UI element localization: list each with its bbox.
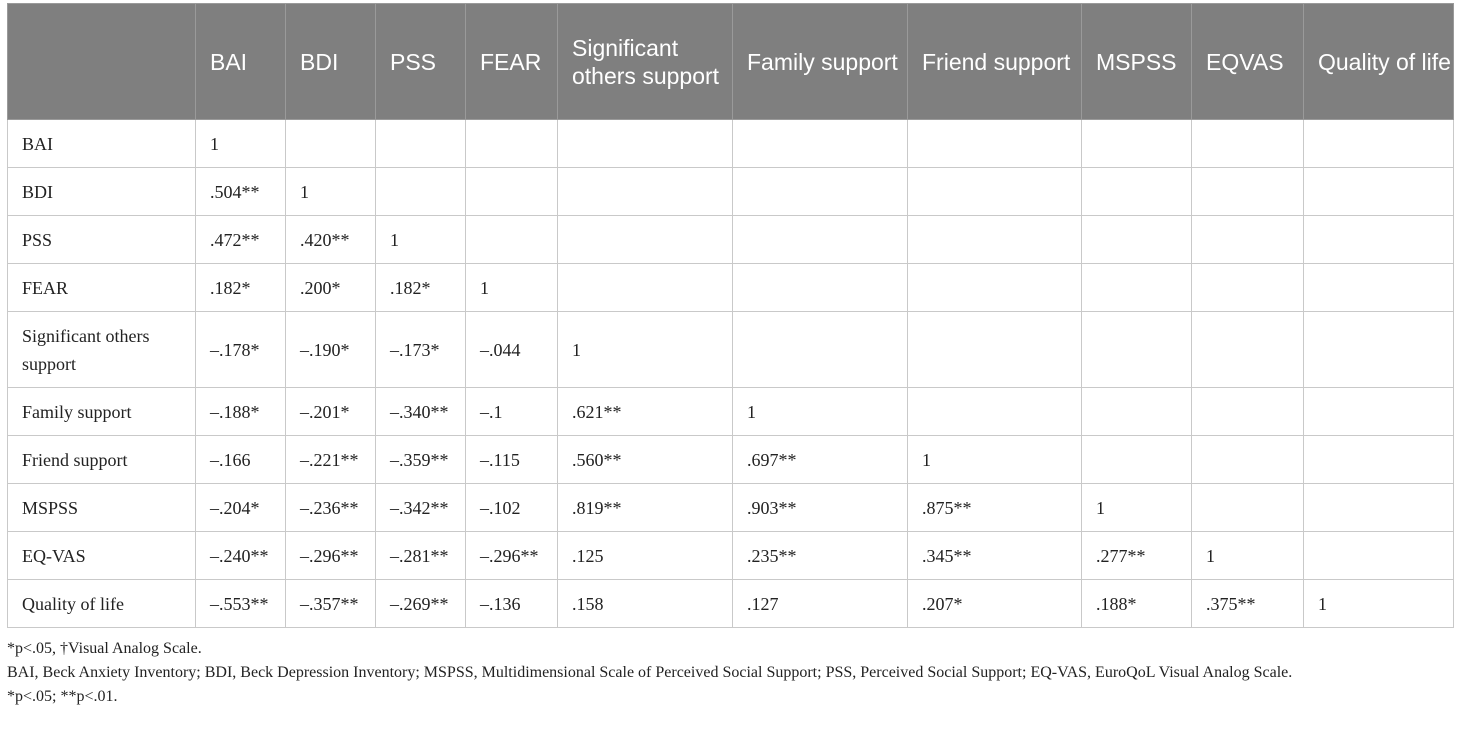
table-row — [8, 436, 1454, 484]
correlation-cell: .207* — [908, 580, 1082, 628]
correlation-cell — [1304, 264, 1454, 312]
correlation-cell: .182* — [376, 264, 466, 312]
correlation-cell — [1304, 484, 1454, 532]
correlation-cell: .621** — [558, 388, 733, 436]
correlation-cell: –.281** — [376, 532, 466, 580]
correlation-cell: .277** — [1082, 532, 1192, 580]
correlation-cell — [466, 216, 558, 264]
row-label: Quality of life — [8, 580, 196, 628]
correlation-cell — [1304, 216, 1454, 264]
correlation-cell: .345** — [908, 532, 1082, 580]
table-row — [8, 312, 1454, 388]
correlation-cell — [908, 312, 1082, 388]
header-row — [8, 4, 1454, 120]
correlation-cell — [1304, 120, 1454, 168]
column-header: Friend support — [908, 4, 1082, 120]
correlation-cell — [908, 216, 1082, 264]
correlation-cell: –.115 — [466, 436, 558, 484]
table-row — [8, 168, 1454, 216]
correlation-cell — [908, 388, 1082, 436]
correlation-cell: .819** — [558, 484, 733, 532]
column-header: BAI — [196, 4, 286, 120]
correlation-cell: –.342** — [376, 484, 466, 532]
correlation-cell: 1 — [558, 312, 733, 388]
column-header: Significant others support — [558, 4, 733, 120]
correlation-cell: –.340** — [376, 388, 466, 436]
table-row — [8, 120, 1454, 168]
table-footnotes — [7, 637, 1453, 709]
correlation-cell: –.102 — [466, 484, 558, 532]
correlation-cell: –.221** — [286, 436, 376, 484]
correlation-cell — [286, 120, 376, 168]
correlation-cell: 1 — [1082, 484, 1192, 532]
column-header: MSPSS — [1082, 4, 1192, 120]
correlation-cell — [1304, 168, 1454, 216]
correlation-cell: –.296** — [466, 532, 558, 580]
correlation-cell: .472** — [196, 216, 286, 264]
correlation-cell — [558, 168, 733, 216]
correlation-cell: .875** — [908, 484, 1082, 532]
row-label: Significant others support — [8, 312, 196, 388]
correlation-cell — [1304, 436, 1454, 484]
correlation-cell — [908, 120, 1082, 168]
correlation-cell: .200* — [286, 264, 376, 312]
row-label: BDI — [8, 168, 196, 216]
correlation-cell — [466, 168, 558, 216]
correlation-table-container — [7, 3, 1453, 628]
correlation-cell — [1082, 264, 1192, 312]
correlation-cell: –.1 — [466, 388, 558, 436]
row-label: PSS — [8, 216, 196, 264]
table-row — [8, 532, 1454, 580]
table-row — [8, 264, 1454, 312]
correlation-cell — [733, 216, 908, 264]
correlation-cell: –.136 — [466, 580, 558, 628]
correlation-cell — [733, 168, 908, 216]
column-header: BDI — [286, 4, 376, 120]
footnote-abbreviations: BAI, Beck Anxiety Inventory; BDI, Beck Depression Inventory; MSPSS, Multidimensional Scale of Perceived Social Support; PSS, Perceived Social Support; EQ-VAS, EuroQoL Visual Analog Scale. — [7, 664, 1293, 681]
correlation-cell — [733, 120, 908, 168]
correlation-cell — [1192, 120, 1304, 168]
correlation-cell — [1192, 388, 1304, 436]
correlation-cell: –.166 — [196, 436, 286, 484]
correlation-cell — [376, 120, 466, 168]
correlation-cell — [733, 264, 908, 312]
correlation-cell — [1082, 216, 1192, 264]
correlation-cell: .697** — [733, 436, 908, 484]
footnote-significance-levels: *p<.05; **p<.01. — [7, 688, 118, 705]
correlation-cell — [558, 120, 733, 168]
table-row — [8, 216, 1454, 264]
correlation-cell: –.269** — [376, 580, 466, 628]
correlation-cell — [558, 264, 733, 312]
correlation-cell: 1 — [1304, 580, 1454, 628]
correlation-cell — [1192, 312, 1304, 388]
correlation-cell: –.188* — [196, 388, 286, 436]
header-cell-corner — [8, 4, 196, 120]
correlation-cell: .375** — [1192, 580, 1304, 628]
table-body — [8, 120, 1454, 628]
row-label: Family support — [8, 388, 196, 436]
correlation-cell: –.553** — [196, 580, 286, 628]
correlation-cell: .420** — [286, 216, 376, 264]
correlation-cell: 1 — [376, 216, 466, 264]
column-header: FEAR — [466, 4, 558, 120]
correlation-cell: –.359** — [376, 436, 466, 484]
correlation-cell: –.178* — [196, 312, 286, 388]
correlation-cell: 1 — [286, 168, 376, 216]
correlation-cell — [376, 168, 466, 216]
table-row — [8, 580, 1454, 628]
row-label: Friend support — [8, 436, 196, 484]
correlation-cell — [1082, 436, 1192, 484]
table-row — [8, 484, 1454, 532]
correlation-cell: .127 — [733, 580, 908, 628]
correlation-cell: –.173* — [376, 312, 466, 388]
correlation-cell: –.240** — [196, 532, 286, 580]
correlation-cell — [1192, 484, 1304, 532]
correlation-cell — [1192, 264, 1304, 312]
correlation-cell — [1192, 436, 1304, 484]
correlation-cell: –.201* — [286, 388, 376, 436]
correlation-cell: .188* — [1082, 580, 1192, 628]
correlation-cell — [1082, 168, 1192, 216]
column-header: EQVAS — [1192, 4, 1304, 120]
column-header: Family support — [733, 4, 908, 120]
correlation-cell: .903** — [733, 484, 908, 532]
correlation-cell: .125 — [558, 532, 733, 580]
correlation-cell: .235** — [733, 532, 908, 580]
correlation-cell: .504** — [196, 168, 286, 216]
correlation-cell: 1 — [908, 436, 1082, 484]
correlation-cell: –.044 — [466, 312, 558, 388]
correlation-cell: 1 — [196, 120, 286, 168]
correlation-cell: .182* — [196, 264, 286, 312]
correlation-cell — [733, 312, 908, 388]
correlation-cell — [908, 264, 1082, 312]
correlation-cell — [1192, 168, 1304, 216]
correlation-table — [7, 3, 1454, 628]
correlation-cell — [466, 120, 558, 168]
column-header: Quality of life — [1304, 4, 1454, 120]
correlation-cell — [908, 168, 1082, 216]
correlation-cell — [1192, 216, 1304, 264]
correlation-cell — [1082, 312, 1192, 388]
correlation-cell: –.357** — [286, 580, 376, 628]
table-row — [8, 388, 1454, 436]
row-label: FEAR — [8, 264, 196, 312]
correlation-cell: –.204* — [196, 484, 286, 532]
footnote-significance-vas: *p<.05, †Visual Analog Scale. — [7, 640, 202, 657]
correlation-cell: .560** — [558, 436, 733, 484]
correlation-cell: 1 — [733, 388, 908, 436]
row-label: BAI — [8, 120, 196, 168]
row-label: MSPSS — [8, 484, 196, 532]
correlation-cell: –.236** — [286, 484, 376, 532]
correlation-cell: .158 — [558, 580, 733, 628]
correlation-cell: 1 — [466, 264, 558, 312]
row-label: EQ-VAS — [8, 532, 196, 580]
correlation-cell: –.190* — [286, 312, 376, 388]
correlation-cell — [1304, 312, 1454, 388]
correlation-cell — [1082, 388, 1192, 436]
correlation-cell: –.296** — [286, 532, 376, 580]
correlation-cell: 1 — [1192, 532, 1304, 580]
correlation-cell — [1082, 120, 1192, 168]
correlation-cell — [1304, 388, 1454, 436]
column-header: PSS — [376, 4, 466, 120]
correlation-cell — [1304, 532, 1454, 580]
correlation-cell — [558, 216, 733, 264]
